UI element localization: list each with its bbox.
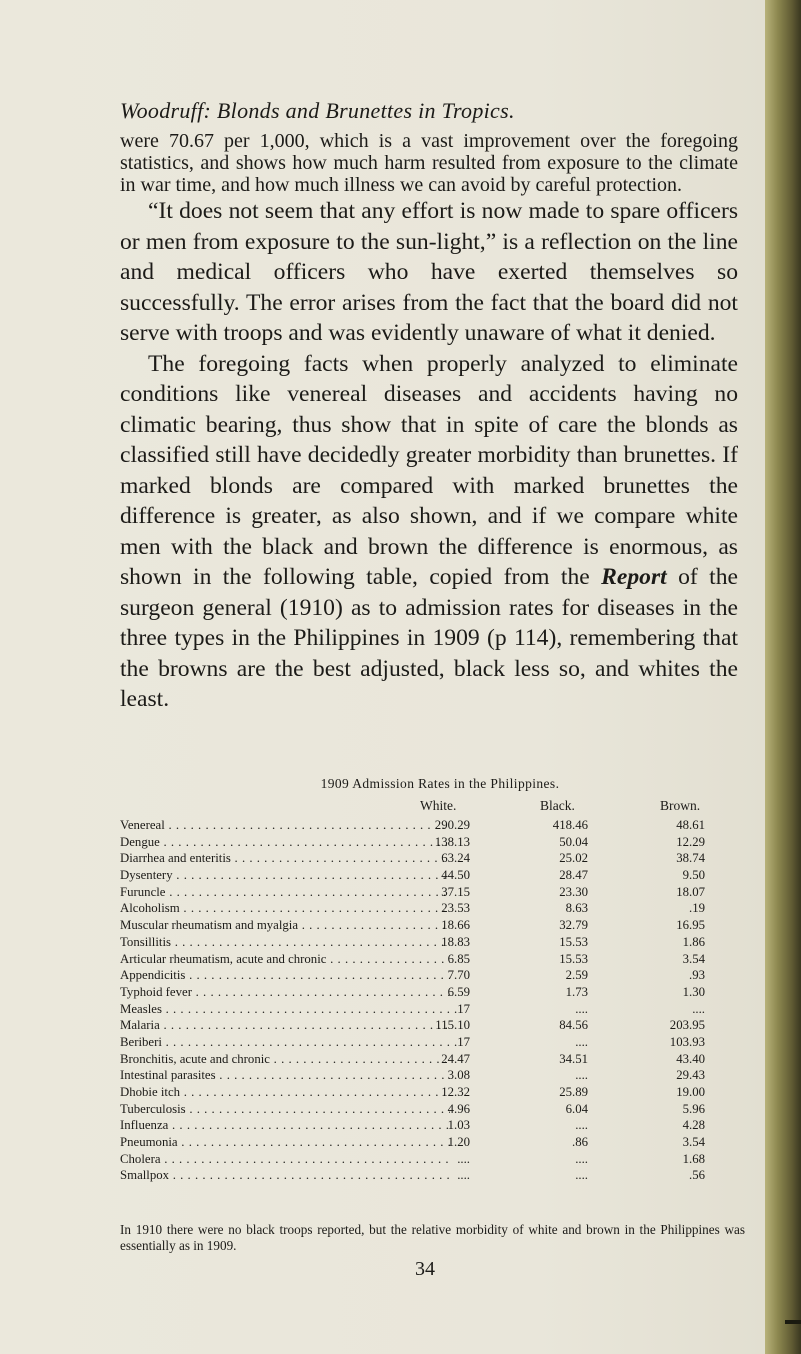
table-row (120, 1001, 760, 1018)
paragraph-3-text: The foregoing facts when properly analyzed to eliminate conditions like venereal diseases and accidents having no climatic bearing, thus show that in spite of care the blonds as classified still have decidedly greater morbidity than brunettes. If marked blonds are compared with marked brunettes the difference is greater, as also shown, and if we compare white men with the black and brown the difference is enormous, as shown in the following table, copied from the (120, 350, 738, 590)
white-rate-cell: .17 (454, 1034, 470, 1049)
disease-cell: Articular rheumatism, acute and chronic . . . (120, 951, 450, 968)
table-row (120, 1017, 760, 1034)
table-row (120, 850, 760, 867)
brown-rate-cell: 48.61 (676, 818, 705, 832)
disease-cell: Furuncle . . . (120, 884, 450, 901)
table-row (120, 1101, 760, 1118)
black-rate-cell: 50.04 (559, 834, 588, 849)
disease-cell: Muscular rheumatism and myalgia . . . (120, 917, 450, 934)
table-row (120, 951, 760, 968)
admission-rates-table (120, 817, 760, 1184)
white-rate-cell: 138.13 (434, 834, 470, 849)
table-title: 1909 Admission Rates in the Philippines. (320, 776, 560, 791)
brown-rate-cell: 103.93 (669, 1034, 705, 1049)
running-head: Woodruff: Blonds and Brunettes in Tropics. (120, 98, 515, 123)
table-row (120, 917, 760, 934)
paragraph-3 (120, 349, 738, 715)
paragraph-3-text-end: of the surgeon general (1910) as to admission rates for diseases in the three types in the Philippines in 1909 (p 114), remembering that the browns are the best adjusted, black less so, and whites the least. (120, 564, 738, 712)
black-rate-cell: 25.02 (559, 851, 588, 866)
white-rate-cell: 290.29 (434, 818, 470, 832)
brown-rate-cell: 4.28 (682, 1118, 705, 1133)
disease-cell: Dhobie itch . . . (120, 1084, 450, 1101)
table-row (120, 1067, 760, 1084)
brown-rate-cell: 1.30 (682, 984, 705, 999)
brown-rate-cell: 1.68 (682, 1151, 705, 1166)
body-text (120, 130, 738, 715)
brown-rate-cell: .56 (689, 1168, 705, 1183)
black-rate-cell: 8.63 (565, 901, 588, 916)
white-rate-cell: 12.32 (441, 1085, 470, 1099)
white-rate-cell: 6.59 (447, 984, 470, 999)
disease-cell: Appendicitis . . . (120, 967, 450, 984)
brown-rate-cell: .93 (689, 968, 705, 983)
black-rate-cell: 15.53 (559, 951, 588, 966)
table-row (120, 1051, 760, 1068)
report-italic: Report (601, 564, 667, 590)
white-rate-cell: 6.85 (447, 951, 470, 966)
disease-cell: Alcoholism . . . (120, 900, 450, 917)
column-header-brown: Brown. (660, 798, 701, 813)
disease-cell: Dengue . . . (120, 834, 450, 851)
black-rate-cell: .... (575, 1168, 588, 1183)
edge-mark (785, 1320, 801, 1324)
black-rate-cell: 25.89 (559, 1085, 588, 1099)
disease-cell: Diarrhea and enteritis . . . (120, 850, 450, 867)
disease-cell: Bronchitis, acute and chronic . . . (120, 1051, 450, 1068)
table-row (120, 1134, 760, 1151)
brown-rate-cell: 1.86 (682, 934, 705, 949)
disease-cell: Pneumonia . . . (120, 1134, 450, 1151)
brown-rate-cell: 9.50 (682, 868, 705, 883)
black-rate-cell: 6.04 (565, 1101, 588, 1116)
black-rate-cell: .... (575, 1068, 588, 1083)
black-rate-cell: .... (575, 1151, 588, 1166)
white-rate-cell: 3.08 (447, 1068, 470, 1083)
white-rate-cell: 63.24 (441, 851, 470, 866)
black-rate-cell: 28.47 (559, 868, 588, 883)
brown-rate-cell: 16.95 (676, 918, 705, 933)
disease-cell: Venereal . . . (120, 817, 450, 834)
brown-rate-cell: 3.54 (682, 1135, 705, 1150)
black-rate-cell: .... (575, 1034, 588, 1049)
table-row (120, 1167, 760, 1184)
white-rate-cell: 1.20 (447, 1135, 470, 1150)
disease-cell: Influenza . . . (120, 1117, 450, 1134)
white-rate-cell: .... (457, 1151, 470, 1166)
black-rate-cell: 15.53 (559, 934, 588, 949)
black-rate-cell: .... (575, 1118, 588, 1133)
table-row (120, 934, 760, 951)
footnote: In 1910 there were no black troops reported, but the relative morbidity of white and brown in the Philippines was essentially as in 1909. (120, 1222, 745, 1253)
disease-cell: Measles . . . (120, 1001, 450, 1018)
black-rate-cell: .86 (572, 1135, 588, 1150)
table-row (120, 884, 760, 901)
brown-rate-cell: 18.07 (676, 884, 705, 899)
paragraph-2: “It does not seem that any effort is now made to spare officers or men from exposure to the sun-light,” is a reflection on the line and medical officers who have exerted themselves so successfully. The error arises from the fact that the board did not serve with troops and was evidently unaware of what it denied. (120, 198, 738, 346)
brown-rate-cell: 38.74 (676, 851, 705, 866)
white-rate-cell: 4.96 (447, 1101, 470, 1116)
table-row (120, 817, 760, 834)
white-rate-cell: 44.50 (441, 868, 470, 883)
table-row (120, 900, 760, 917)
disease-cell: Tuberculosis . . . (120, 1101, 450, 1118)
disease-cell: Malaria . . . (120, 1017, 450, 1034)
black-rate-cell: 2.59 (565, 968, 588, 983)
white-rate-cell: .... (457, 1168, 470, 1183)
brown-rate-cell: 5.96 (682, 1101, 705, 1116)
brown-rate-cell: 12.29 (676, 834, 705, 849)
white-rate-cell: 7.70 (447, 968, 470, 983)
white-rate-cell: 18.66 (441, 918, 470, 933)
paragraph-1: were 70.67 per 1,000, which is a vast improvement over the foregoing statistics, and shows how much harm resulted from exposure to the climate in war time, and how much illness we can avoid by careful protection. (120, 130, 738, 196)
table-header (120, 798, 760, 816)
white-rate-cell: 1.03 (447, 1118, 470, 1133)
black-rate-cell: 34.51 (559, 1051, 588, 1066)
table-row (120, 1084, 760, 1101)
white-rate-cell: .17 (454, 1001, 470, 1016)
disease-cell: Smallpox . . . (120, 1167, 450, 1184)
disease-cell: Typhoid fever . . . (120, 984, 450, 1001)
brown-rate-cell: 43.40 (676, 1051, 705, 1066)
brown-rate-cell: 29.43 (676, 1068, 705, 1083)
brown-rate-cell: .... (692, 1001, 705, 1016)
black-rate-cell: 32.79 (559, 918, 588, 933)
table-row (120, 834, 760, 851)
table-row (120, 1151, 760, 1168)
black-rate-cell: 23.30 (559, 884, 588, 899)
white-rate-cell: 24.47 (441, 1051, 470, 1066)
disease-cell: Cholera . . . (120, 1151, 450, 1168)
white-rate-cell: 115.10 (435, 1018, 470, 1033)
white-rate-cell: 37.15 (441, 884, 470, 899)
brown-rate-cell: .19 (689, 901, 705, 916)
black-rate-cell: .... (575, 1001, 588, 1016)
black-rate-cell: 84.56 (559, 1018, 588, 1033)
white-rate-cell: 18.83 (441, 934, 470, 949)
disease-cell: Beriberi . . . (120, 1034, 450, 1051)
disease-cell: Intestinal parasites . . . (120, 1067, 450, 1084)
disease-cell: Dysentery . . . (120, 867, 450, 884)
brown-rate-cell: 203.95 (669, 1018, 705, 1033)
book-edge (765, 0, 801, 1354)
table-row (120, 967, 760, 984)
table-row (120, 867, 760, 884)
white-rate-cell: 23.53 (441, 901, 470, 916)
table-row (120, 1117, 760, 1134)
table-row (120, 1034, 760, 1051)
black-rate-cell: 1.73 (565, 984, 588, 999)
brown-rate-cell: 3.54 (682, 951, 705, 966)
column-header-white: White. (420, 798, 457, 813)
page-number: 34 (415, 1258, 435, 1280)
column-header-black: Black. (540, 798, 575, 813)
brown-rate-cell: 19.00 (676, 1085, 705, 1099)
disease-cell: Tonsillitis . . . (120, 934, 450, 951)
table-row (120, 984, 760, 1001)
black-rate-cell: 418.46 (552, 818, 588, 832)
